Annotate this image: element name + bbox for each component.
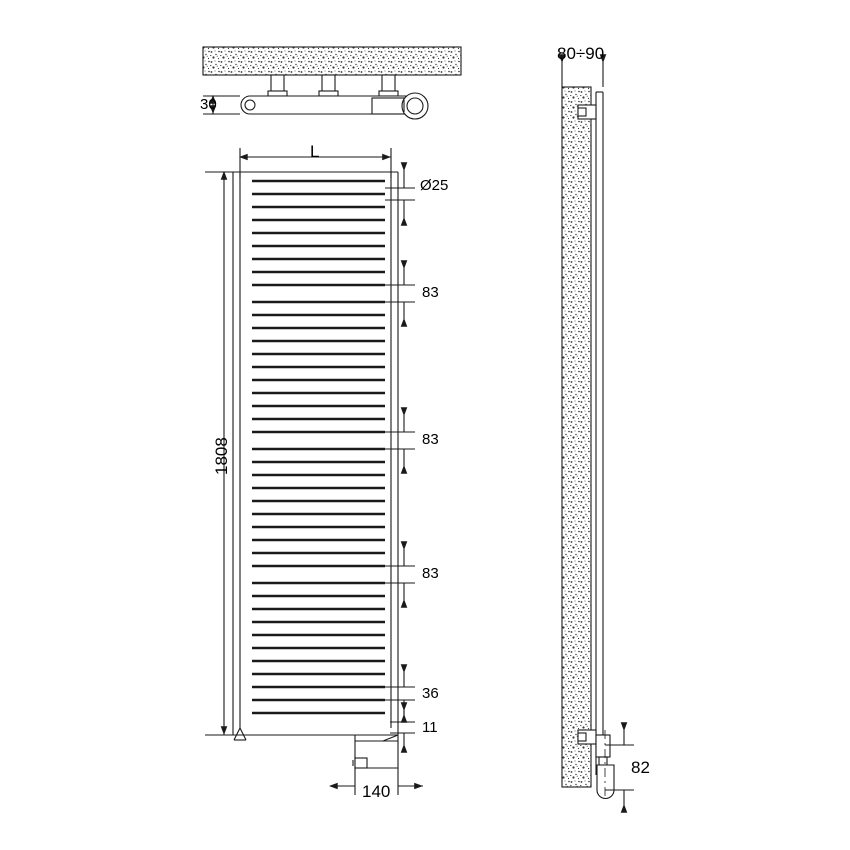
- front-view-frame: [233, 172, 398, 740]
- side-view-wall: [562, 87, 591, 787]
- dimension-label-36: 36: [422, 685, 439, 702]
- dimension-label-83-lower: 83: [422, 565, 439, 582]
- top-view-brackets: [268, 75, 398, 96]
- top-view-wall-slab: [203, 47, 461, 75]
- dimension-83-middle: [385, 415, 415, 466]
- dimension-diameter-25: [385, 170, 415, 218]
- dimension-83-lower: [385, 549, 415, 600]
- dimension-label-83-upper: 83: [422, 284, 439, 301]
- dimension-label-11: 11: [422, 719, 438, 736]
- dimension-label-80-90: 80÷90: [557, 44, 605, 63]
- dimension-36: [378, 672, 415, 715]
- dimension-label-82: 82: [631, 758, 650, 777]
- dimension-label-83-middle: 83: [422, 431, 439, 448]
- dimension-label-diameter-25: Ø25: [420, 177, 449, 194]
- dimension-label-L: L: [310, 142, 320, 161]
- dimension-80-90: [562, 62, 603, 87]
- side-view-bottom-bracket: [578, 730, 596, 744]
- dimension-label-140: 140: [362, 782, 391, 801]
- dimension-label-1808: 1808: [212, 437, 231, 475]
- side-view-top-bracket: [578, 105, 596, 119]
- dimension-83-upper: [385, 268, 415, 319]
- front-view-connection-box: [353, 735, 398, 768]
- front-view-rungs: [252, 181, 385, 713]
- side-view-valve: [596, 730, 614, 799]
- dimension-label-30: 30: [200, 96, 217, 113]
- side-view-radiator: [596, 92, 603, 775]
